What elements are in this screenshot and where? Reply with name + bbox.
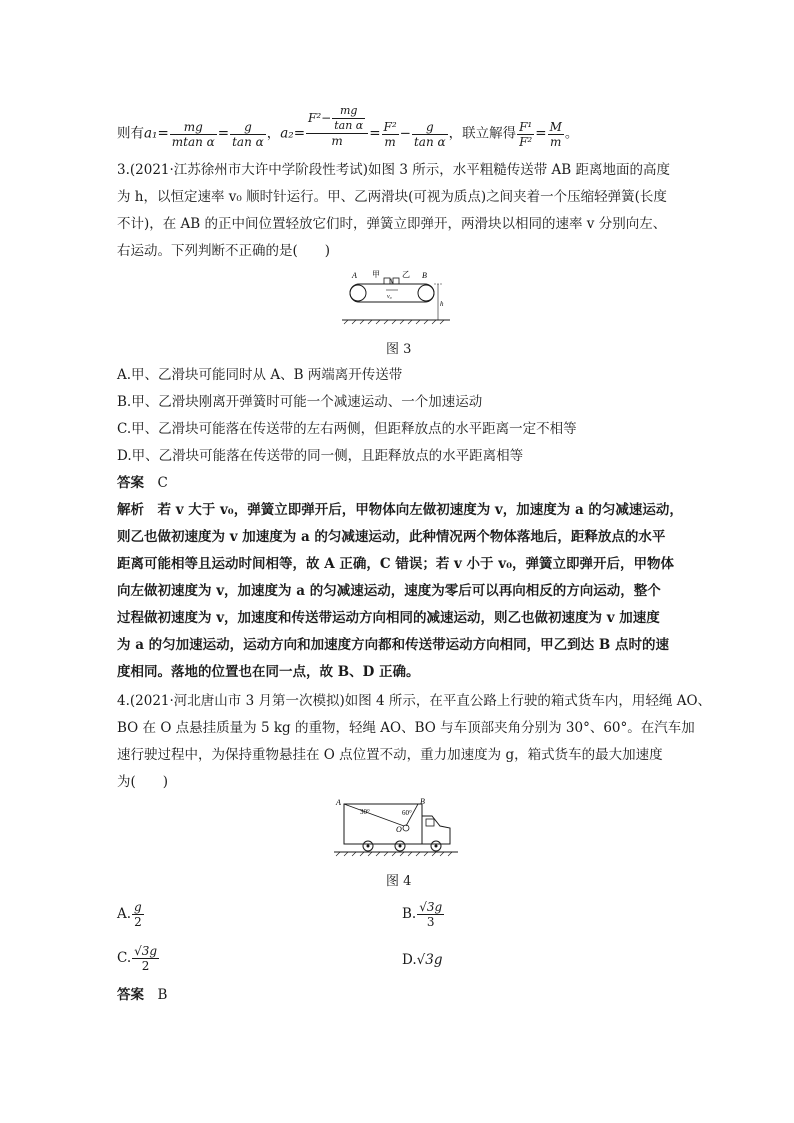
a1b-fraction: $\frac{g}{\text{tan α}}$ bbox=[232, 119, 264, 149]
q4-line-2: BO 在 O 点悬挂质量为 5 kg 的重物，轻绳 AO、BO 与车顶部夹角分别为 30°、60°。在汽车加 bbox=[117, 720, 695, 736]
q3-line-4: 右运动。下列判断不正确的是( ) bbox=[117, 243, 331, 259]
q4-answer: 答案 B bbox=[117, 987, 168, 1003]
a1-label: a₁= bbox=[144, 125, 169, 142]
q4-line-1: 4.(2021·河北唐山市 3 月第一次模拟)如图 4 所示，在平直公路上行驶的箱式货车内，用轻绳 AO、 bbox=[117, 693, 712, 709]
a2-label: a₂= bbox=[280, 125, 306, 142]
label-yi: 乙 bbox=[402, 270, 410, 279]
q3-line-3: 不计)，在 AB 的正中间位置轻放它们时，弹簧立即弹开，两滑块以相同的速率 v 分别向左、 bbox=[117, 216, 667, 232]
label-60deg: 60° bbox=[402, 809, 412, 817]
truck-figure bbox=[332, 796, 460, 860]
q3-analysis-3: 距离可能相等且运动时间相等，故 A 正确，C 错误；若 v 小于 v₀，弹簧立即弹开后，甲物体 bbox=[117, 556, 675, 572]
label-b: B bbox=[422, 271, 427, 280]
q3-option-b: B.甲、乙滑块刚离开弹簧时可能一个减速运动、一个加速运动 bbox=[117, 394, 483, 410]
formula-line: 则有a₁= $\frac{mg}{\text{mtan α}}$ = $\frac{g}{\text{tan α}}$ ，a₂= F²− $\frac{mg}{\text{tan α}}$ m = $\frac{\text{F²}}{m}$ − $\frac{g}{\text{tan α}}$ ，联立解得 $\frac{\text{F¹}}{\text{F²}}$ = $\frac{M}{m}$ 。 bbox=[117, 104, 579, 149]
q3-option-a: A.甲、乙滑块可能同时从 A、B 两端离开传送带 bbox=[117, 367, 403, 383]
q4-option-c: C. $\frac{√3g}{2}$ bbox=[117, 944, 158, 973]
ratio-fraction: $\frac{\text{F¹}}{\text{F²}}$ bbox=[519, 119, 533, 149]
a2-fraction: F²− $\frac{mg}{\text{tan α}}$ m bbox=[306, 104, 368, 148]
q4-option-d: D.√3g bbox=[402, 952, 443, 968]
q3-analysis-4: 向左做初速度为 v，加速度为 a 的匀减速运动，速度为零后可以再向相反的方向运动，整个 bbox=[117, 583, 661, 599]
q4-line-4: 为( ) bbox=[117, 774, 169, 790]
q3-answer: 答案 C bbox=[117, 475, 168, 491]
label-v0: v₀ bbox=[387, 294, 392, 300]
q4-option-a: A. $\frac{g}{2}$ bbox=[117, 900, 142, 929]
q3-line-2: 为 h，以恒定速率 v₀ 顺时针运行。甲、乙两滑块(可视为质点)之间夹着一个压缩轻弹簧(长度 bbox=[117, 189, 667, 205]
ratio2-fraction: $\frac{M}{m}$ bbox=[549, 119, 562, 149]
q4-option-b: B. $\frac{√3g}{3}$ bbox=[402, 900, 443, 929]
label-o: O bbox=[396, 825, 402, 834]
q3-analysis-6: 为 a 的匀加速运动，运动方向和加速度方向都和传送带运动方向相同，甲乙到达 B 点时的速 bbox=[117, 637, 669, 653]
a2b-fraction: $\frac{\text{F²}}{m}$ bbox=[383, 119, 397, 149]
label-a: A bbox=[336, 798, 341, 807]
block-jia bbox=[384, 278, 390, 284]
q4-line-3: 速行驶过程中，为保持重物悬挂在 O 点位置不动，重力加速度为 g，箱式货车的最大加速度 bbox=[117, 747, 663, 763]
conveyor-figure bbox=[338, 264, 458, 330]
rope-ao bbox=[344, 804, 404, 826]
figure-3-caption: 图 3 bbox=[386, 342, 412, 357]
q3-analysis-1: 解析 若 v 大于 v₀，弹簧立即弹开后，甲物体向左做初速度为 v，加速度为 a 的匀减速运动， bbox=[117, 502, 683, 518]
label-h: h bbox=[440, 300, 444, 308]
label-30deg: 30° bbox=[360, 808, 370, 816]
a2c-fraction: $\frac{g}{\text{tan α}}$ bbox=[413, 119, 446, 149]
q3-option-c: C.甲、乙滑块可能落在传送带的左右两侧，但距释放点的水平距离一定不相等 bbox=[117, 421, 577, 437]
block-yi bbox=[393, 278, 399, 284]
q3-option-d: D.甲、乙滑块可能落在传送带的同一侧，且距释放点的水平距离相等 bbox=[117, 448, 524, 464]
q3-line-1: 3.(2021·江苏徐州市大许中学阶段性考试)如图 3 所示，水平粗糙传送带 AB 距离地面的高度 bbox=[117, 162, 670, 178]
a1-fraction: $\frac{mg}{\text{mtan α}}$ bbox=[171, 119, 215, 149]
label-a: A bbox=[352, 271, 357, 280]
q3-analysis-7: 度相同。落地的位置也在同一点，故 B、D 正确。 bbox=[117, 664, 420, 680]
formula-lead: 则有 bbox=[117, 125, 144, 142]
q3-analysis-2: 则乙也做初速度为 v 加速度为 a 的匀减速运动，此种情况两个物体落地后，距释放点的水平 bbox=[117, 529, 666, 545]
figure-4-caption: 图 4 bbox=[386, 874, 412, 889]
q3-analysis-5: 过程做初速度为 v，加速度和传送带运动方向相同的减速运动，则乙也做初速度为 v 加速度 bbox=[117, 610, 660, 626]
label-jia: 甲 bbox=[372, 270, 380, 279]
label-b: B bbox=[420, 797, 425, 806]
